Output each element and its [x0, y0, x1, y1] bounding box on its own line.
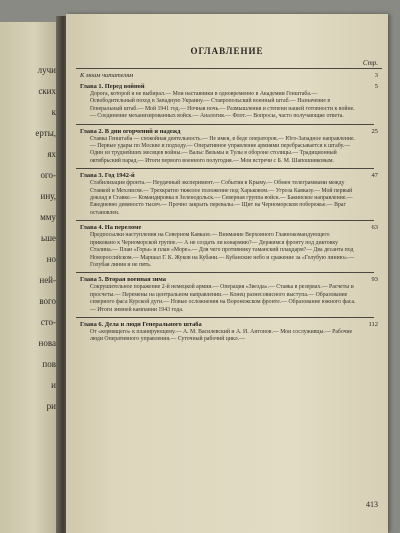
toc-entry-title: Глава 4. На переломе: [80, 224, 142, 232]
page-column-label: Стр.: [362, 59, 378, 67]
left-line: к: [51, 107, 56, 117]
left-line: ину,: [40, 191, 56, 201]
toc-list: [80, 72, 378, 347]
toc-entry-page: 63: [371, 224, 378, 232]
toc-entry: [80, 172, 378, 217]
entry-rule: [76, 272, 374, 273]
toc-entry-body: Ставка Генштаба — спокойная деятельность.— Не имея, в беде операторов.— Юго-Западное направление.— Первые удары по Москве и подходу.— Оперативное управление армиями перебрасывается к штабу.— Один из труднейших месяцев войны.— Вальс Вязьмы и Тулы в обороне столицы.— Традиционный октябрьский парад.— Итоги первого военного полугодия.— Мои встречи с Б. М. Шапошниковым.: [90, 135, 355, 164]
left-line: и: [51, 380, 56, 390]
entry-rule: [76, 317, 374, 318]
left-line: ских: [38, 86, 56, 96]
toc-entry-title: Глава 1. Перед войной: [80, 83, 145, 90]
toc-entry-page: 25: [371, 127, 378, 135]
toc-entry-body: Сокрушительное поражение 2-й немецкой армии.— Операция «Звезда».— Ставка в резервах.— Расчеты и просчеты.— Перемены на центральном направлении.— Конец разнесовисного выступа.— Образование северного фаса Курской дуги.— Новые осложнения на Воронежском фронте.— Образование южного фаса.— Итоги зимней кампании 1943 года.: [90, 284, 356, 313]
left-line: ьше: [40, 233, 56, 243]
left-line: ях: [47, 149, 56, 159]
toc-entry: [80, 321, 378, 344]
toc-entry-title: Глава 5. Вторая военная зима: [80, 276, 166, 284]
left-line: лучи: [37, 65, 56, 75]
left-line: ри: [46, 401, 56, 411]
left-page-text: [4, 60, 56, 417]
toc-entry: [80, 83, 378, 121]
toc-entry-page: 5: [374, 83, 378, 90]
left-line: пов: [42, 359, 56, 369]
toc-entry-body: От «кормящего» к планирующему.— А. М. Василевский и А. И. Антонов.— Мои сослуживцы.— Рабочие люди Оперативного управления.— Суточный рабочий цикл.—: [90, 328, 353, 343]
toc-entry-body: Стабилизация фронта.— Неудачный эксперимент.— События в Крыму.— Обмен телеграммами между Ставкой и Мехлисом.— Трехкратно тяжелое положение под Харьковом.— Угроза Кавказу.— Мой первый доклад в Ставке.— Командировка в Зеленодольск.— Северная группа войск.— Бакинское направление.— Ежедневно девяносто тысяч.— Прочно закрыть перевалы.— Щит на Черноморском побережье.— Враг остановлен.: [90, 180, 353, 216]
left-line: ого-: [40, 170, 56, 180]
toc-entry-page: 3: [374, 72, 378, 79]
left-line: нова: [38, 338, 56, 348]
toc-entry-body: Дорога, которой я не выбирал.— Мои наставники в одновременно в Академии Генштаба.— Освободительный поход в Западную Украину.— Ставропольский военный штаб.— Назначение в Генеральный штаб.— Мой 1941 год.— Ночная ночь.— Размышления и степени нашей готовности к войне.— Соединение механизированных войск.— Аналогия.— Флот.— Вопросы, часто получающие ответа.: [90, 91, 355, 120]
toc-entry-title: Глава 2. В дни огорчений и надежд: [80, 127, 181, 135]
entry-rule: [76, 168, 374, 169]
toc-entry-page: 112: [368, 320, 378, 328]
toc-entry: [80, 128, 378, 166]
toc-entry-title: К моим читателям: [80, 72, 134, 79]
left-line: мму: [40, 212, 56, 222]
entry-rule: [76, 220, 374, 221]
toc-entry: [80, 276, 378, 314]
toc-entry-title: Глава 3. Год 1942-й: [80, 172, 135, 180]
toc-entry-title: Глава 6. Дела и люди Генерального штаба: [80, 320, 202, 328]
left-line: но: [46, 254, 56, 264]
left-page: [0, 22, 58, 533]
entry-rule: [76, 124, 374, 125]
toc-entry-page: 93: [371, 276, 378, 284]
toc-entry: [80, 72, 378, 80]
toc-entry: [80, 224, 378, 269]
toc-entry-page: 47: [371, 172, 378, 180]
header-rule: [76, 68, 382, 69]
folio-page-number: 413: [366, 500, 378, 509]
left-line: ерты,: [35, 128, 56, 138]
toc-page: [66, 14, 388, 533]
left-line: сто-: [40, 317, 56, 327]
page-title: ОГЛАВЛЕНИЕ: [190, 46, 264, 56]
left-line: вого: [39, 296, 56, 306]
toc-entry-body: Предпосылки наступления на Северном Кавказе.— Внимание Верховного Главнокомандующего приковано к Черноморской группе.— А не создать ли конармию?— Держимся фронту под диктовку Сталина.— План «Горы» и план «Море».— Для чего противнику таманский плацдарм?— Два десанта под Новороссийском.— Маршал Г. К. Жуков на Кубани.— Кубанские небо и сражение за «Голубую линию».— Голубая линия и не пять.: [90, 232, 355, 268]
left-line: ней-: [39, 275, 56, 285]
